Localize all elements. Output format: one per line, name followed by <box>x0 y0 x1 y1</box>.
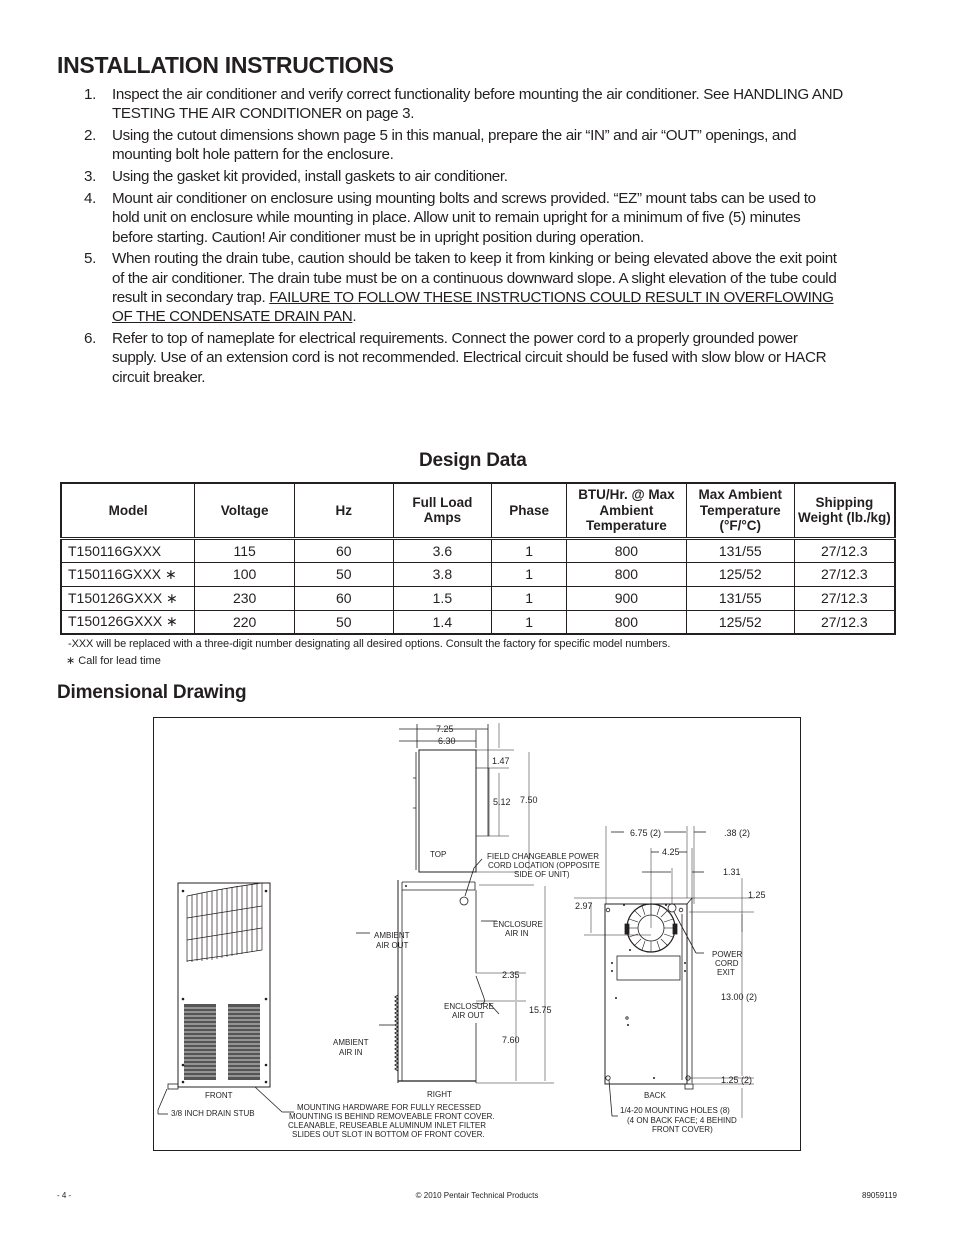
dim-7-25: 7.25 <box>436 724 454 734</box>
table-row: T150126GXXX ∗ 230 60 1.5 1 900 131/55 27/12.3 <box>61 586 895 610</box>
power-cord-exit-label-1: POWER <box>712 950 743 959</box>
installation-steps-list <box>84 85 844 389</box>
view-label-top: TOP <box>430 850 447 859</box>
enclosure-air-in-label-2: AIR IN <box>505 929 529 938</box>
column-header: Full Load Amps <box>393 483 492 538</box>
column-header: Hz <box>295 483 394 538</box>
view-label-back: BACK <box>644 1091 666 1100</box>
dimensional-drawing-heading: Dimensional Drawing <box>57 682 247 703</box>
mounting-hardware-note-1: MOUNTING HARDWARE FOR FULLY RECESSED <box>297 1103 481 1112</box>
dim-2-35: 2.35 <box>502 970 520 980</box>
enclosure-air-out-label-2: AIR OUT <box>452 1011 485 1020</box>
lead-time-footnote: ∗ Call for lead time <box>66 655 161 667</box>
instruction-step: 2. Using the cutout dimensions shown page 5 in this manual, prepare the air “IN” and air “OUT” openings, and mounting bolt hole pattern for the enclosure. <box>84 127 797 164</box>
instruction-step: 6. Refer to top of nameplate for electrical requirements. Connect the power cord to a properly grounded power supply. Use of an extension cord is not recommended. Electrical circuit should be fused with slow blow or HACR circuit breaker. <box>84 330 827 386</box>
instruction-step: 1. Inspect the air conditioner and verify correct functionality before mounting the air conditioner. See HANDLING AND TESTING THE AIR CONDITIONER on page 3. <box>84 86 843 123</box>
mounting-hardware-note-3: CLEANABLE, REUSEABLE ALUMINUM INLET FILTER <box>288 1121 486 1130</box>
enclosure-air-in-label-1: ENCLOSURE <box>493 920 543 929</box>
drain-stub-callout: 3/8 INCH DRAIN STUB <box>171 1109 255 1118</box>
dim-6-75: 6.75 (2) <box>630 828 662 838</box>
column-header: Phase <box>492 483 567 538</box>
drawing-canvas <box>154 718 802 1152</box>
view-label-right: RIGHT <box>427 1090 452 1099</box>
dim-1-47: 1.47 <box>492 756 510 766</box>
page-number: - 4 - <box>57 1191 72 1200</box>
dim-7-60: 7.60 <box>502 1035 520 1045</box>
front-view <box>158 883 294 1118</box>
dim-4-25: 4.25 <box>662 847 680 857</box>
design-data-table <box>60 482 896 635</box>
dim-5-12: 5.12 <box>493 797 511 807</box>
dimensional-drawing <box>153 717 801 1151</box>
field-cord-callout-1: FIELD CHANGEABLE POWER <box>487 852 600 861</box>
dim-0-38: .38 (2) <box>724 828 751 838</box>
dim-1-25-bottom: 1.25 (2) <box>721 1075 753 1085</box>
column-header: BTU/Hr. @ Max Ambient Temperature <box>567 483 687 538</box>
view-label-front: FRONT <box>205 1091 233 1100</box>
table-row: T150126GXXX ∗ 220 50 1.4 1 800 125/52 27/12.3 <box>61 610 895 634</box>
field-cord-callout-2: CORD LOCATION (OPPOSITE <box>488 861 600 870</box>
table-footnote: -XXX will be replaced with a three-digit number designating all desired options. Consult the factory for specific model numbers. <box>68 638 671 650</box>
mounting-holes-callout-2: (4 ON BACK FACE; 4 BEHIND <box>627 1116 737 1125</box>
mounting-holes-callout-3: FRONT COVER) <box>652 1125 713 1134</box>
instruction-step: 5. When routing the drain tube, caution should be taken to keep it from kinking or being elevated above the exit point of the air conditioner. The drain tube must be on a continuous downward slope. A slight elevation of the tube could result in secondary trap. FAILURE TO FOLLOW THESE INSTRUCTIONS COULD RESULT IN OVERFLOWING OF THE CONDENSATE DRAIN PAN. <box>84 250 837 326</box>
mounting-hardware-note-4: SLIDES OUT SLOT IN BOTTOM OF FRONT COVER. <box>292 1130 485 1139</box>
ambient-air-out-label-1: AMBIENT <box>374 931 410 940</box>
mounting-holes-callout-1: 1/4-20 MOUNTING HOLES (8) <box>620 1106 730 1115</box>
table-row: T150116GXXX 115 60 3.6 1 800 131/55 27/12.3 <box>61 538 895 562</box>
column-header: Model <box>61 483 195 538</box>
dim-13-00: 13.00 (2) <box>721 992 758 1002</box>
document-number: 89059119 <box>862 1191 897 1200</box>
right-view <box>288 852 600 1139</box>
power-cord-exit-label-3: EXIT <box>717 968 735 977</box>
instruction-step: 4. Mount air conditioner on enclosure using mounting bolts and screws provided. “EZ” mount tabs can be used to hold unit on enclosure while mounting in place. Allow unit to remain upright for a minimum of five (5) minutes before starting. Caution! Air conditioner must be in upright position during operation. <box>84 189 816 246</box>
column-header: Voltage <box>195 483 295 538</box>
dim-1-31: 1.31 <box>723 867 741 877</box>
table-header-row <box>61 483 895 538</box>
column-header: Shipping Weight (lb./kg) <box>794 483 895 538</box>
top-view <box>399 723 538 872</box>
ambient-air-in-label-2: AIR IN <box>339 1048 363 1057</box>
warning-underlined-text: FAILURE TO FOLLOW THESE INSTRUCTIONS COULD RESULT IN OVERFLOWING OF THE CONDENSATE DRAIN PAN <box>112 288 834 326</box>
page-title: INSTALLATION INSTRUCTIONS <box>57 52 394 78</box>
enclosure-air-out-label-1: ENCLOSURE <box>444 1002 494 1011</box>
design-data-heading: Design Data <box>419 450 527 471</box>
dim-1-25-top: 1.25 <box>748 890 766 900</box>
dim-15-75: 15.75 <box>529 1005 552 1015</box>
table-row: T150116GXXX ∗ 100 50 3.8 1 800 125/52 27/12.3 <box>61 562 895 586</box>
ambient-air-out-label-2: AIR OUT <box>376 941 409 950</box>
dim-7-50: 7.50 <box>520 795 538 805</box>
field-cord-callout-3: SIDE OF UNIT) <box>514 870 570 879</box>
back-view <box>574 826 766 1134</box>
power-cord-exit-label-2: CORD <box>715 959 739 968</box>
dim-2-97: 2.97 <box>575 901 593 911</box>
mounting-hardware-note-2: MOUNTING IS BEHIND REMOVEABLE FRONT COVER. <box>289 1112 495 1121</box>
instruction-step: 3. Using the gasket kit provided, install gaskets to air conditioner. <box>84 168 508 186</box>
dim-6-30: 6.30 <box>438 736 456 746</box>
copyright: © 2010 Pentair Technical Products <box>415 1191 539 1200</box>
ambient-air-in-label-1: AMBIENT <box>333 1038 369 1047</box>
column-header: Max Ambient Temperature (°F/°C) <box>686 483 794 538</box>
